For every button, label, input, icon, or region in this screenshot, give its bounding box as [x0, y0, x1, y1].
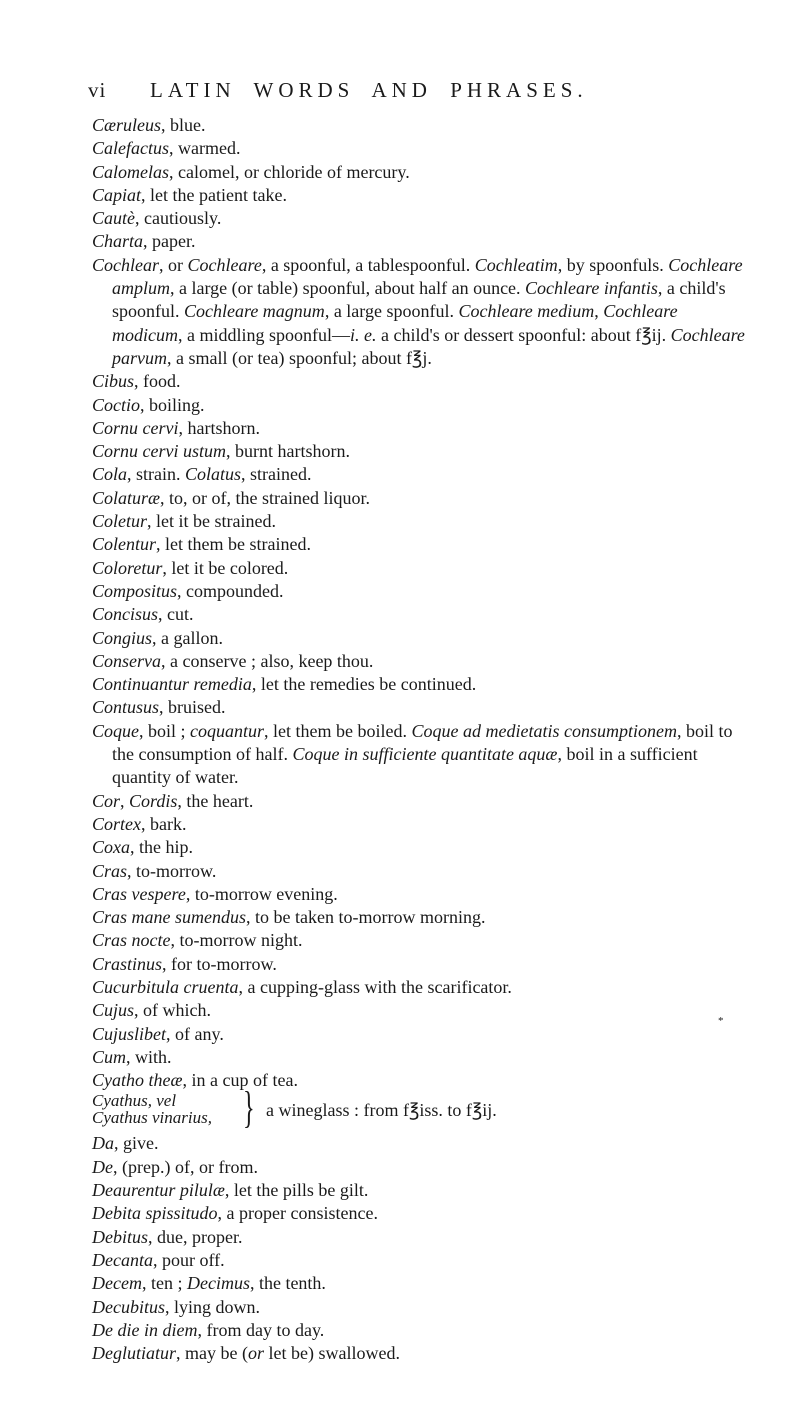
definition-text: , let it be strained. [147, 511, 276, 532]
definition-text: , bark. [141, 813, 187, 834]
glossary-entry [92, 1319, 752, 1342]
glossary-entry [92, 137, 752, 160]
latin-term: Cyathus vinarius, [92, 1108, 212, 1128]
glossary-entry [92, 1156, 752, 1179]
glossary-entry [92, 1132, 752, 1155]
latin-term: Coletur [92, 511, 148, 532]
glossary-entry [92, 370, 752, 393]
latin-term: Cras mane sumendus [92, 907, 247, 928]
definition-text: , from day to day. [197, 1319, 325, 1340]
definition-text: , by spoonfuls. [557, 254, 669, 275]
stray-mark: * [718, 1015, 724, 1027]
latin-term: Cucurbitula cruenta [92, 976, 239, 997]
definition-text: , boil to the consumption of half. [112, 720, 733, 765]
latin-term: De [92, 1156, 113, 1177]
glossary-entry [92, 627, 752, 650]
definition-text: , let the remedies be continued. [251, 674, 477, 695]
glossary-entry [92, 1226, 752, 1249]
definition-text: , [120, 790, 130, 811]
latin-term: Cordis [129, 790, 178, 811]
definition-text: , pour off. [152, 1249, 225, 1270]
definition-text: , with. [126, 1046, 172, 1067]
latin-term: Cochleare modicum [112, 301, 678, 345]
definition-text: , calomel, or chloride of mercury. [169, 161, 410, 182]
latin-term: Cochleare magnum [184, 301, 325, 322]
glossary-entry [92, 161, 752, 184]
definition-text: , a conserve ; also, keep thou. [161, 650, 374, 671]
definition-text: , in a cup of tea. [182, 1070, 298, 1091]
definition-text: , boil ; [139, 720, 191, 741]
latin-term: Deglutiatur [92, 1343, 176, 1364]
glossary-entry [92, 790, 752, 813]
latin-term: Coxa [92, 837, 130, 858]
definition-text: , a spoonful, a tablespoonful. [261, 254, 475, 275]
glossary-entry [92, 254, 752, 370]
latin-term: Cochleare [187, 254, 262, 275]
definition-text: , to-morrow evening. [185, 883, 338, 904]
glossary-entry [92, 883, 752, 906]
latin-term: Da [92, 1133, 114, 1154]
latin-term: Debitus [92, 1226, 148, 1247]
definition-text: , a cupping-glass with the scarificator. [238, 976, 512, 997]
latin-term: Cola [92, 464, 128, 485]
definition-text: , of which. [134, 1000, 211, 1021]
latin-term: Colaturæ [92, 487, 161, 508]
definition-text: , (prep.) of, or from. [113, 1156, 258, 1177]
definition-text: , ten ; [141, 1273, 187, 1294]
latin-term: Contusus [92, 697, 160, 718]
definition-text: , let them be strained. [156, 534, 311, 555]
definition-text: , due, proper. [148, 1226, 243, 1247]
glossary-entry [92, 860, 752, 883]
definition-text: , let them be boiled. [264, 720, 412, 741]
glossary-entry [92, 1046, 752, 1069]
definition-text: , to-morrow night. [170, 930, 303, 951]
glossary-entry [92, 487, 752, 510]
glossary-entry [92, 999, 752, 1022]
latin-term: Cæruleus [92, 115, 162, 135]
definition-text: , a small (or tea) spoonful; about f℥j. [167, 347, 432, 368]
latin-term: Cochleatim [474, 254, 558, 275]
glossary-entry [92, 696, 752, 719]
definition-text: , compounded. [177, 580, 284, 601]
latin-term: Cras [92, 860, 128, 881]
latin-term: Cibus [92, 371, 135, 392]
glossary-entry [92, 1296, 752, 1319]
glossary-entry [92, 1023, 752, 1046]
glossary-entry [92, 976, 752, 999]
definition-text: , a large spoonful. [324, 301, 459, 322]
definition-text: , of any. [166, 1023, 224, 1044]
latin-term: Cujus [92, 1000, 135, 1021]
latin-term: Conserva [92, 650, 161, 671]
latin-term: Cujuslibet [92, 1023, 167, 1044]
definition-text: , cautiously. [135, 208, 222, 229]
latin-term: Cochleare amplum [112, 254, 743, 299]
glossary-entry [92, 1069, 752, 1092]
latin-term: Colatus [185, 464, 242, 485]
latin-term: Coctio [92, 394, 140, 415]
latin-term: Decubitus [92, 1296, 165, 1317]
latin-term: Cras vespere [92, 883, 186, 904]
latin-term: Coque in sufficiente quantitate aquæ [292, 744, 558, 765]
glossary-entry [92, 720, 752, 790]
latin-term: or [247, 1343, 264, 1364]
latin-terms-group [92, 1092, 212, 1126]
glossary-entry [92, 510, 752, 533]
latin-term: coquantur [190, 720, 265, 741]
glossary-entry [92, 463, 752, 486]
definition-text: , burnt hartshorn. [226, 441, 350, 462]
glossary-entry [92, 1272, 752, 1295]
latin-term: Congius [92, 627, 153, 648]
definition-text: , strained. [241, 464, 312, 485]
latin-term: Cochleare infantis [525, 278, 658, 299]
glossary-entry-braced [92, 1083, 752, 1133]
latin-term: Capiat [92, 184, 142, 205]
glossary-entry [92, 207, 752, 230]
glossary-entry [92, 929, 752, 952]
glossary-entry [92, 650, 752, 673]
glossary-entry [92, 114, 752, 137]
latin-term: Cautè [92, 208, 135, 229]
latin-term: Charta [92, 231, 144, 252]
glossary-entry [92, 1202, 752, 1225]
latin-term: Colentur [92, 534, 157, 555]
definition-text: , let it be colored. [162, 557, 289, 578]
definition-text: , to, or of, the strained liquor. [160, 487, 370, 508]
latin-term: Cornu cervi [92, 417, 179, 438]
latin-term: De die in diem [92, 1319, 198, 1340]
glossary-entry [92, 813, 752, 836]
glossary-entry [92, 557, 752, 580]
definition-text: , hartshorn. [178, 417, 260, 438]
definition-text: a wineglass : from f℥iss. to f℥ij. [266, 1100, 497, 1121]
definition-text: , boil in a sufficient quantity of water. [112, 744, 698, 788]
page-header [0, 76, 800, 106]
latin-term: Cochleare medium [458, 301, 595, 322]
latin-term: Cum [92, 1046, 127, 1067]
glossary-entries [92, 114, 752, 1365]
definition-text: , give. [114, 1133, 159, 1154]
definition-text: , bruised. [159, 697, 226, 718]
definition-text: , cut. [158, 604, 194, 625]
latin-term: Cochleare parvum [112, 324, 745, 368]
definition-text: , a proper consistence. [217, 1203, 378, 1224]
latin-term: Decimus [186, 1273, 250, 1294]
definition-text: , a large (or table) spoonful, about half an ounce. [170, 278, 526, 299]
glossary-entry [92, 230, 752, 253]
latin-term: Cyathus, vel [92, 1091, 177, 1111]
definition-text: , food. [134, 371, 181, 392]
running-title: LATIN WORDS AND PHRASES. [150, 78, 588, 102]
glossary-entry [92, 1342, 752, 1365]
glossary-entry [92, 580, 752, 603]
glossary-entry [92, 836, 752, 859]
definition-text: , lying down. [164, 1296, 260, 1317]
latin-term: Debita spissitudo [92, 1203, 218, 1224]
latin-term: Continuantur remedia [92, 674, 252, 695]
definition-text: , for to-morrow. [162, 953, 277, 974]
definition-text: , warmed. [169, 138, 241, 159]
latin-term: Cor [92, 790, 121, 811]
definition-text: , let the patient take. [141, 184, 287, 205]
definition-text: , may be ( [176, 1343, 248, 1364]
definition-text: a child's or dessert spoonful: about f℥ij. [376, 324, 671, 345]
definition-text: , or [159, 254, 188, 275]
latin-term: Deaurentur pilulæ [92, 1180, 225, 1201]
definition-text: , a child's spoonful. [112, 278, 726, 322]
definition-text: , strain. [127, 464, 186, 485]
glossary-entry [92, 394, 752, 417]
latin-term: Concisus [92, 604, 159, 625]
definition-text: let be) swallowed. [264, 1343, 400, 1364]
glossary-entry [92, 906, 752, 929]
glossary-entry [92, 533, 752, 556]
glossary-entry [92, 603, 752, 626]
latin-term: Cornu cervi ustum [92, 441, 226, 462]
definition-text: , to be taken to-morrow morning. [246, 907, 486, 928]
definition-text: , let the pills be gilt. [224, 1180, 369, 1201]
latin-term: i. e. [350, 324, 377, 345]
definition-text: , boiling. [140, 394, 205, 415]
definition-text: , the tenth. [249, 1273, 326, 1294]
latin-term: Decanta [92, 1249, 153, 1270]
definition-text: , [594, 301, 604, 322]
glossary-entry [92, 184, 752, 207]
definition-text: , the heart. [177, 790, 254, 811]
latin-term: Coque [92, 720, 139, 741]
definition-text: , blue. [161, 115, 206, 135]
brace-glyph: } [243, 1083, 255, 1133]
latin-term: Cochlear [92, 254, 159, 275]
glossary-entry [92, 673, 752, 696]
definition-text: , to-morrow. [127, 860, 217, 881]
glossary-entry [92, 1179, 752, 1202]
definition-text: , a gallon. [152, 627, 223, 648]
latin-term: Calomelas [92, 161, 170, 182]
latin-term: Cortex [92, 813, 141, 834]
page-number: vi [88, 78, 107, 102]
glossary-entry [92, 953, 752, 976]
latin-term: Coque ad medietatis consumptionem [411, 720, 677, 741]
latin-term: Compositus [92, 580, 178, 601]
latin-term: Calefactus [92, 138, 169, 159]
definition-text: , paper. [143, 231, 196, 252]
definition-text: , a middling spoonful— [178, 324, 350, 345]
definition-text: , the hip. [130, 837, 193, 858]
latin-term: Cras nocte [92, 930, 171, 951]
latin-term: Decem [92, 1273, 142, 1294]
latin-term: Crastinus [92, 953, 163, 974]
latin-term: Coloretur [92, 557, 163, 578]
glossary-entry [92, 417, 752, 440]
glossary-entry [92, 1249, 752, 1272]
latin-term: Cyatho theæ [92, 1070, 183, 1091]
glossary-entry [92, 440, 752, 463]
